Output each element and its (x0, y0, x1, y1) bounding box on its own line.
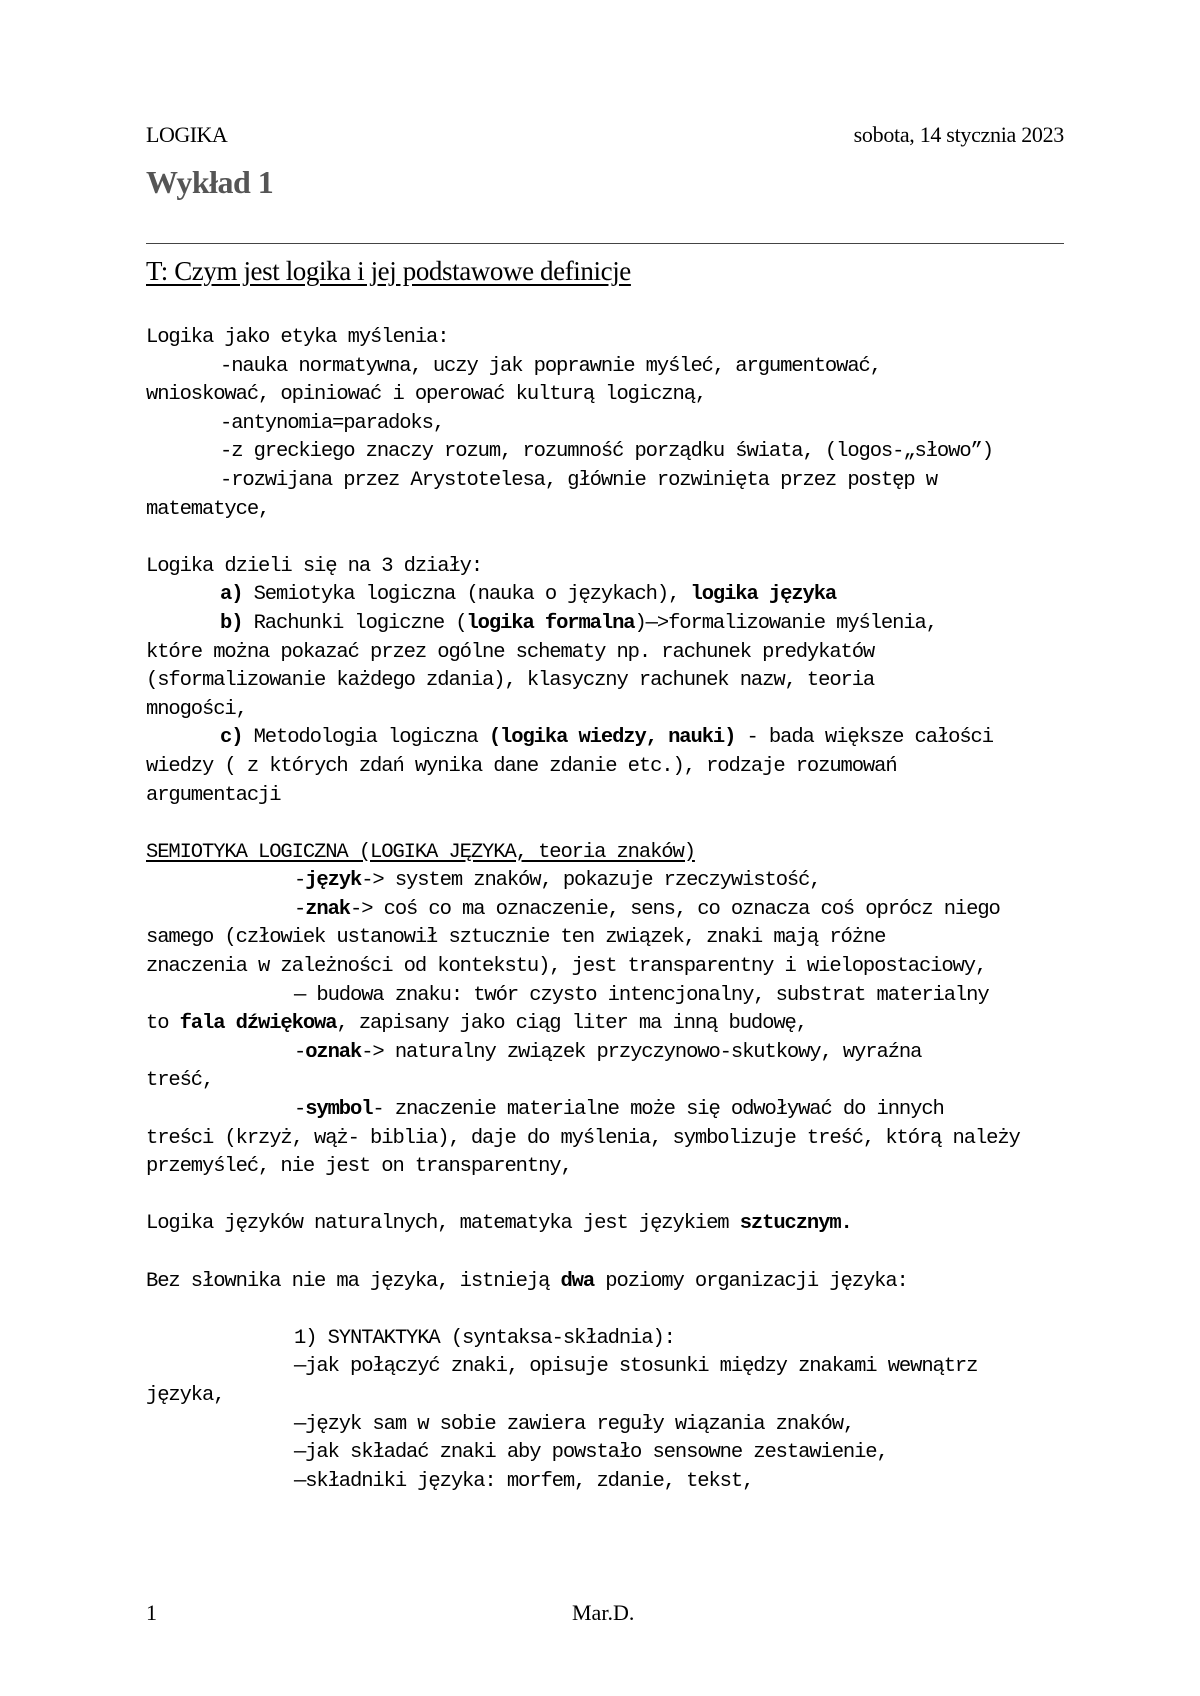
section3-line: — budowa znaku: twór czysto intencjonalny, substrat materialny (294, 983, 989, 1007)
item-text: Metodologia logiczna (242, 726, 489, 750)
section1-line: -nauka normatywna, uczy jak poprawnie myśleć, argumentować, (220, 354, 881, 378)
dash: - (294, 1040, 306, 1064)
section6-heading: 1) SYNTAKTYKA (syntaksa-składnia): (294, 1326, 675, 1350)
section1-line: matematyce, (146, 497, 270, 521)
spacer (146, 1239, 1066, 1268)
term: oznak (305, 1040, 362, 1064)
item-bold: logika formalna (466, 611, 635, 635)
definition-text: -> naturalny związek przyczynowo-skutkowy, wyraźna (361, 1040, 922, 1064)
definition-znak (146, 896, 1066, 925)
section3-line: treść, (146, 1069, 214, 1093)
section2-line: argumentacji (146, 783, 281, 807)
section2-heading: Logika dzieli się na 3 działy: (146, 554, 483, 578)
text: to (146, 1012, 180, 1036)
section2-item-a (146, 581, 1066, 610)
item-text: - bada większe całości (735, 726, 993, 750)
header-subject: LOGIKA (146, 122, 228, 147)
section6-line: języka, (146, 1383, 225, 1407)
term: język (305, 869, 362, 893)
item-bold: logika języka (690, 583, 837, 607)
page-number: 1 (146, 1600, 157, 1625)
spacer (146, 524, 1066, 553)
section3-line: przemyśleć, nie jest on transparentny, (146, 1155, 572, 1179)
section2-line: które można pokazać przez ogólne schematy np. rachunek predykatów (146, 640, 875, 664)
definition-oznak (146, 1039, 1066, 1068)
section2-line: mnogości, (146, 697, 247, 721)
term: sztucznym. (739, 1212, 852, 1236)
dash: - (294, 1098, 306, 1122)
document-body (146, 324, 1066, 1496)
section1-line: wnioskować, opiniować i operować kulturą logiczną, (146, 383, 707, 407)
section2-item-c (146, 724, 1066, 753)
section2-line: wiedzy ( z których zdań wynika dane zdanie etc.), rodzaje rozumowań (146, 754, 897, 778)
section1-line: -antynomia=paradoks, (220, 411, 445, 435)
term: znak (305, 897, 351, 921)
page-title: Wykład 1 (146, 164, 274, 200)
section3-line: znaczenia w zależności od kontekstu), jest transparentny i wielopostaciowy, (146, 955, 987, 979)
item-text: Semiotyka logiczna (nauka o językach), (242, 583, 691, 607)
section1-line: -rozwijana przez Arystotelesa, głównie rozwinięta przez postęp w (220, 468, 937, 492)
section1-line: -z greckiego znaczy rozum, rozumność porządku świata, (logos-„słowo”) (220, 440, 993, 464)
definition-text: -> coś co ma oznaczenie, sens, co oznacza coś oprócz niego (350, 897, 1000, 921)
text: , zapisany jako ciąg liter ma inną budowę, (336, 1012, 807, 1036)
section3-line: samego (człowiek ustanowił sztucznie ten związek, znaki mają różne (146, 926, 886, 950)
item-text: Rachunki logiczne ( (242, 611, 467, 635)
item-label: c) (220, 726, 243, 750)
spacer (146, 1182, 1066, 1211)
section2-item-b (146, 610, 1066, 639)
item-label: b) (220, 611, 243, 635)
item-label: a) (220, 583, 243, 607)
section2-line: (sformalizowanie każdego zdania), klasyczny rachunek nazw, teoria (146, 669, 875, 693)
section6-line: —jak połączyć znaki, opisuje stosunki między znakami wewnątrz (294, 1355, 978, 1379)
dash: - (294, 897, 306, 921)
section6-line: —jak składać znaki aby powstało sensowne zestawienie, (294, 1441, 888, 1465)
definition-text: -> system znaków, pokazuje rzeczywistość, (361, 869, 821, 893)
section3-heading: SEMIOTYKA LOGICZNA (LOGIKA JĘZYKA, teoria znaków) (146, 840, 695, 864)
text: poziomy organizacji języka: (594, 1269, 908, 1293)
text: Bez słownika nie ma języka, istnieją (146, 1269, 561, 1293)
section3-line: treści (krzyż, wąż- biblia), daje do myślenia, symbolizuje treść, którą należy (146, 1126, 1020, 1150)
section3-line (146, 1010, 1066, 1039)
spacer (146, 810, 1066, 839)
footer-author: Mar.D. (572, 1600, 635, 1625)
section1-heading: Logika jako etyka myślenia: (146, 326, 449, 349)
definition-symbol (146, 1096, 1066, 1125)
section6-line: —język sam w sobie zawiera reguły wiązania znaków, (294, 1412, 855, 1436)
text: Logika języków naturalnych, matematyka jest językiem (146, 1212, 740, 1236)
section5-line (146, 1268, 1066, 1297)
definition-text: - znaczenie materialne może się odwoływać do innych (372, 1098, 944, 1122)
dash: - (294, 869, 306, 893)
item-bold: (logika wiedzy, nauki) (488, 726, 736, 750)
title-divider (146, 243, 1064, 244)
section6-line: —składniki języka: morfem, zdanie, tekst, (294, 1469, 754, 1493)
definition-jezyk (146, 867, 1066, 896)
header-date: sobota, 14 stycznia 2023 (853, 122, 1064, 147)
spacer (146, 1296, 1066, 1325)
section4-line (146, 1210, 1066, 1239)
term: dwa (560, 1269, 595, 1293)
topic-heading: T: Czym jest logika i jej podstawowe definicje (146, 256, 631, 286)
term: symbol (305, 1098, 373, 1122)
item-text: )—>formalizowanie myślenia, (634, 611, 937, 635)
term: fala dźwiękowa (179, 1012, 337, 1036)
